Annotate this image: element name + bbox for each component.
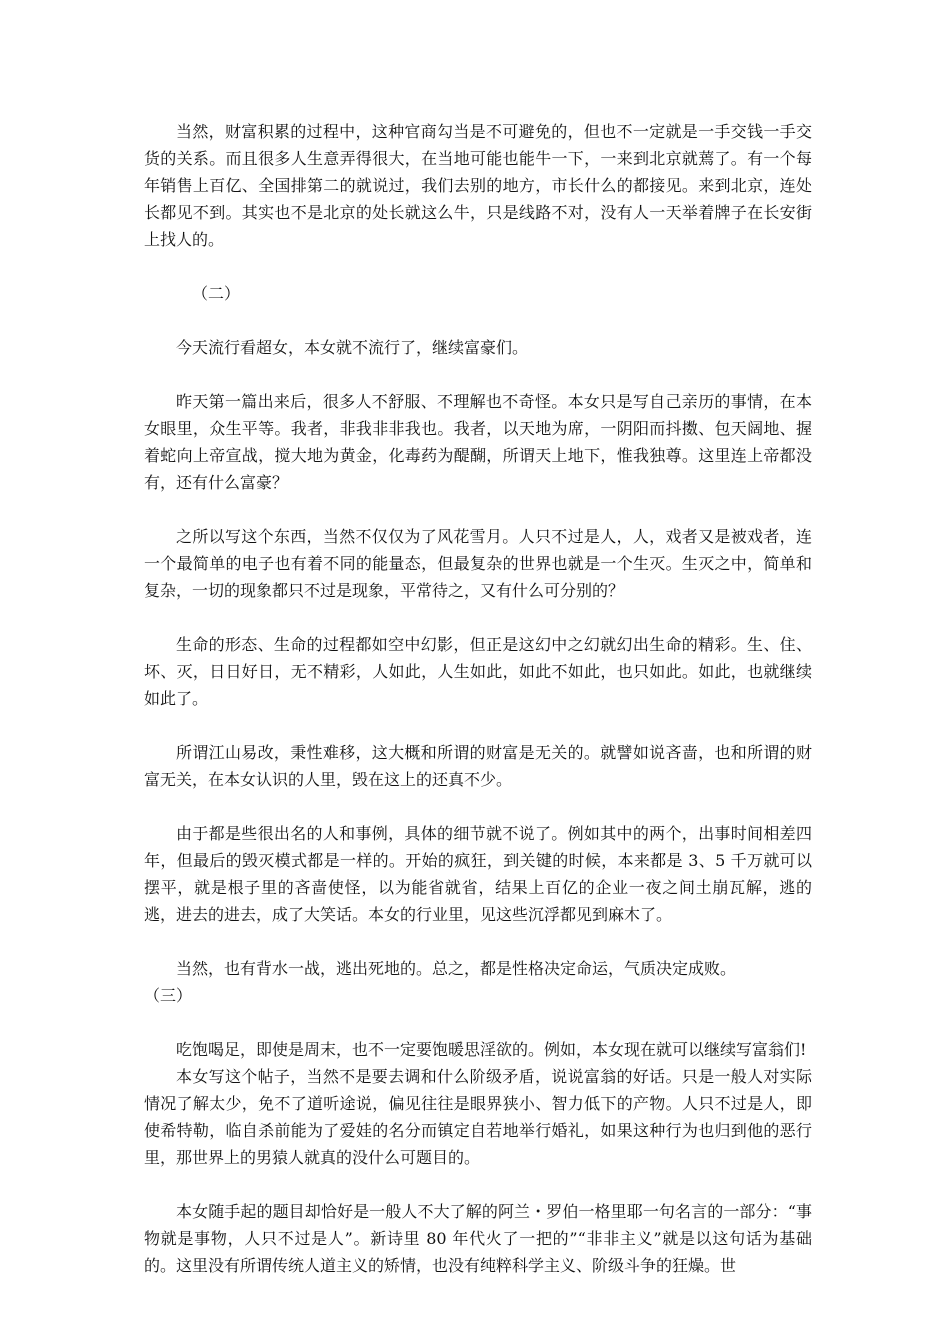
paragraph-gap — [144, 712, 812, 739]
paragraph: 吃饱喝足，即使是周末，也不一定要饱暖思淫欲的。例如，本女现在就可以继续写富翁们! — [176, 1040, 807, 1059]
paragraph-gap — [144, 928, 812, 955]
paragraph: 本女随手起的题目却恰好是一般人不大了解的阿兰・罗伯一格里耶一句名言的一部分：“事物就是事物，人只不过是人”。新诗里 80 年代火了一把的”“非非主义”就是以这句话为基础的。这里没有所谓传统人道主义的矫情，也没有纯粹科学主义、阶级斗争的狂燥。世 — [144, 1202, 812, 1275]
paragraph: 所谓江山易改，秉性难移，这大概和所谓的财富是无关的。就譬如说吝啬，也和所谓的财富无关，在本女认识的人里，毁在这上的还真不少。 — [144, 743, 812, 789]
document-body — [144, 118, 812, 1279]
paragraph: 本女写这个帖子，当然不是要去调和什么阶级矛盾，说说富翁的好话。只是一般人对实际情况了解太少，免不了道听途说，偏见往往是眼界狭小、智力低下的产物。人只不过是人，即使希特勒，临自杀前能为了爱娃的名分而镇定自若地举行婚礼，如果这种行为也归到他的恶行里，那世界上的男猿人就真的没什么可题目的。 — [144, 1067, 812, 1167]
paragraph-gap — [144, 361, 812, 388]
paragraph-gap — [144, 1009, 812, 1036]
paragraph-gap — [144, 604, 812, 631]
section-heading: （三） — [144, 986, 193, 1005]
paragraph: 今天流行看超女，本女就不流行了，继续富豪们。 — [176, 338, 529, 357]
paragraph-gap — [144, 793, 812, 820]
paragraph: 当然，也有背水一战，逃出死地的。总之，都是性格决定命运，气质决定成败。 — [176, 959, 737, 978]
section-heading: （二） — [192, 284, 241, 303]
paragraph-gap — [144, 1171, 812, 1198]
paragraph: 由于都是些很出名的人和事例，具体的细节就不说了。例如其中的两个，出事时间相差四年，但最后的毁灭模式都是一样的。开始的疯狂，到关键的时候，本来都是 3、5 千万就可以摆平，就是根子里的吝啬使怪，以为能省就省，结果上百亿的企业一夜之间土崩瓦解，逃的逃，进去的进去，成了大笑话。本女的行业里，见这些沉浮都见到麻木了。 — [144, 824, 812, 924]
paragraph: 之所以写这个东西，当然不仅仅为了风花雪月。人只不过是人，人，戏者又是被戏者，连一个最简单的电子也有着不同的能量态，但最复杂的世界也就是一个生灭。生灭之中，简单和复杂，一切的现象都只不过是现象，平常待之，又有什么可分别的？ — [144, 527, 812, 600]
paragraph-gap — [144, 307, 812, 334]
paragraph: 当然，财富积累的过程中，这种官商勾当是不可避免的，但也不一定就是一手交钱一手交货的关系。而且很多人生意弄得很大，在当地可能也能牛一下，一来到北京就蔫了。有一个每年销售上百亿、全国排第二的就说过，我们去别的地方，市长什么的都接见。来到北京，连处长都见不到。其实也不是北京的处长就这么牛，只是线路不对，没有人一天举着牌子在长安街上找人的。 — [144, 122, 812, 249]
paragraph-gap — [144, 496, 812, 523]
paragraph-gap — [144, 253, 812, 280]
paragraph: 生命的形态、生命的过程都如空中幻影，但正是这幻中之幻就幻出生命的精彩。生、住、坏、灭，日日好日，无不精彩，人如此，人生如此，如此不如此，也只如此。如此，也就继续如此了。 — [144, 635, 812, 708]
paragraph: 昨天第一篇出来后，很多人不舒服、不理解也不奇怪。本女只是写自己亲历的事情，在本女眼里，众生平等。我者，非我非非我也。我者，以天地为席，一阴阳而抖擞、包天阔地、握着蛇向上帝宣战，搅大地为黄金，化毒药为醍醐，所谓天上地下，惟我独尊。这里连上帝都没有，还有什么富豪？ — [144, 392, 812, 492]
